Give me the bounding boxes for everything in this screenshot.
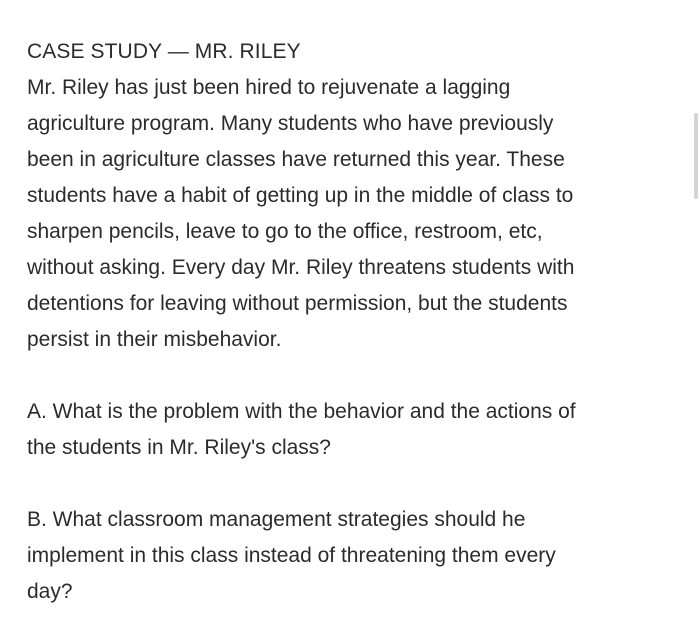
- paragraph-line: been in agriculture classes have returned this year. These: [27, 148, 565, 171]
- paragraph-line: Mr. Riley has just been hired to rejuvenate a lagging: [27, 76, 511, 99]
- paragraph-line: without asking. Every day Mr. Riley threatens students with: [27, 256, 575, 279]
- spacer: [27, 358, 667, 394]
- paragraph-line: detentions for leaving without permission, but the students: [27, 292, 568, 315]
- question-b-line: B. What classroom management strategies should he: [27, 508, 526, 531]
- paragraph-line: persist in their misbehavior.: [27, 328, 282, 351]
- question-b: [27, 502, 667, 610]
- spacer: [27, 466, 667, 502]
- document-body: [27, 34, 667, 610]
- question-a-line: A. What is the problem with the behavior and the actions of: [27, 400, 576, 423]
- case-study-title: CASE STUDY — MR. RILEY: [27, 40, 301, 63]
- vertical-scrollbar[interactable]: [694, 113, 698, 199]
- question-a: [27, 394, 667, 466]
- question-b-line: implement in this class instead of threatening them every: [27, 544, 556, 567]
- paragraph-line: agriculture program. Many students who have previously: [27, 112, 554, 135]
- question-a-line: the students in Mr. Riley's class?: [27, 436, 331, 459]
- paragraph-line: sharpen pencils, leave to go to the office, restroom, etc,: [27, 220, 543, 243]
- paragraph-line: students have a habit of getting up in the middle of class to: [27, 184, 574, 207]
- question-b-line: day?: [27, 580, 73, 603]
- case-description: [27, 70, 667, 358]
